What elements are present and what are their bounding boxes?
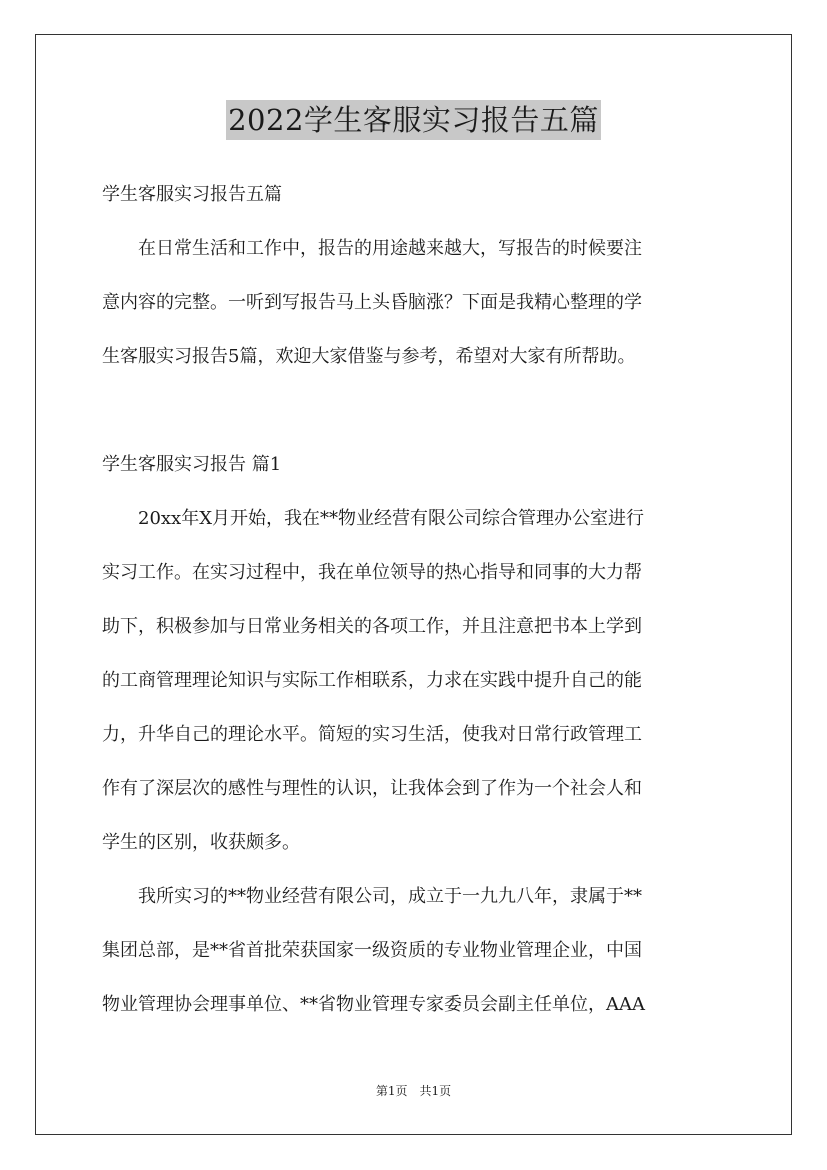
document-title: 2022学生客服实习报告五篇 <box>226 100 601 140</box>
text-line: 20xx年X月开始，我在**物业经营有限公司综合管理办公室进行 <box>102 508 645 529</box>
text-line: 物业管理协会理事单位、**省物业管理专家委员会副主任单位，AAA <box>102 994 645 1015</box>
text-line: 学生的区别，收获颇多。 <box>102 832 300 853</box>
text-line: 集团总部，是**省首批荣获国家一级资质的专业物业管理企业，中国 <box>102 940 642 961</box>
text-line: 意内容的完整。一听到写报告马上头昏脑涨？下面是我精心整理的学 <box>102 292 642 313</box>
section-heading: 学生客服实习报告 篇1 <box>102 454 282 475</box>
text-line: 作有了深层次的感性与理性的认识，让我体会到了作为一个社会人和 <box>102 778 642 799</box>
subtitle: 学生客服实习报告五篇 <box>102 184 282 205</box>
text-line: 在日常生活和工作中，报告的用途越来越大，写报告的时候要注 <box>102 238 642 259</box>
text-line: 力，升华自己的理论水平。简短的实习生活，使我对日常行政管理工 <box>102 724 642 745</box>
text-line: 生客服实习报告5篇，欢迎大家借鉴与参考，希望对大家有所帮助。 <box>102 346 636 367</box>
page-footer: 第1页 共1页 <box>375 1084 452 1098</box>
text-line: 实习工作。在实习过程中，我在单位领导的热心指导和同事的大力帮 <box>102 562 642 583</box>
title-container <box>0 100 827 140</box>
text-line: 的工商管理理论知识与实际工作相联系，力求在实践中提升自己的能 <box>102 670 642 691</box>
text-line: 助下，积极参加与日常业务相关的各项工作，并且注意把书本上学到 <box>102 616 642 637</box>
text-line: 我所实习的**物业经营有限公司，成立于一九九八年，隶属于** <box>102 886 642 907</box>
